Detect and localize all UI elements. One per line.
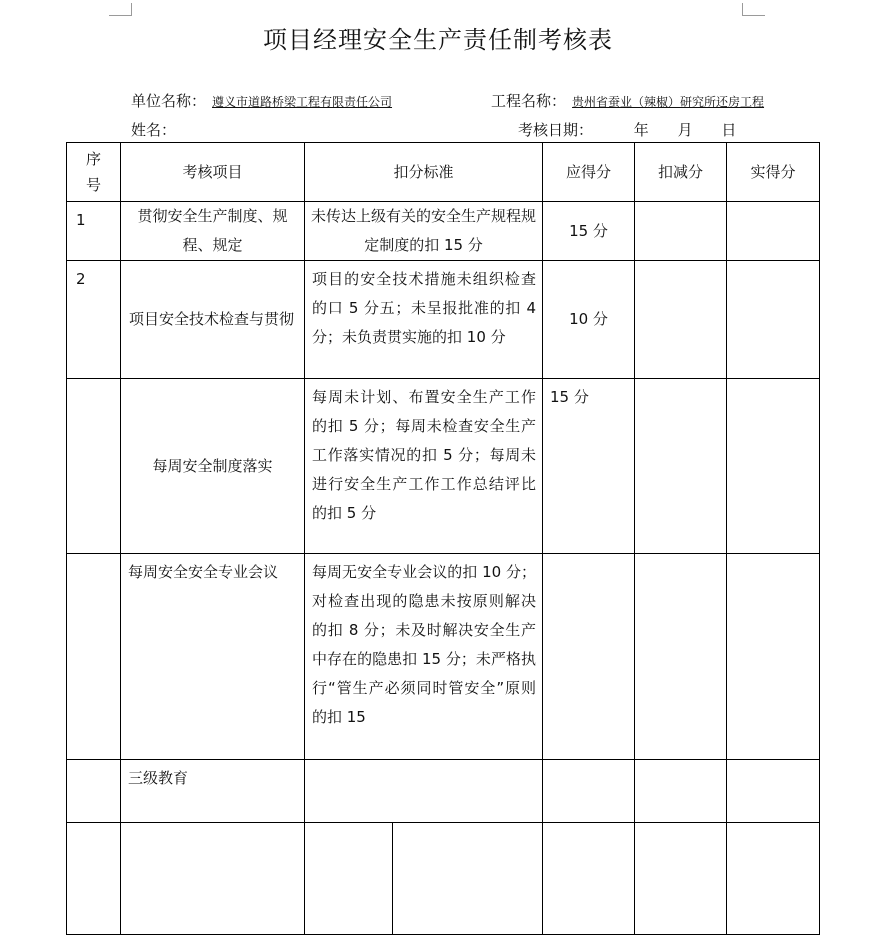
table-row xyxy=(67,379,820,554)
table-row xyxy=(67,202,820,261)
header-deduct: 扣减分 xyxy=(635,143,727,202)
row-item: 贯彻安全生产制度、规程、规定 xyxy=(121,202,305,261)
assessment-table xyxy=(66,142,820,935)
row-due xyxy=(543,554,635,760)
project-value: 贵州省蚕业（辣椒）研究所还房工程 xyxy=(572,95,765,109)
row-criteria: 每周无安全专业会议的扣 10 分；对检查出现的隐患未按原则解决的扣 8 分；未及时解决安全生产中存在的隐患扣 15 分；未严格执行“管生产必须同时管安全”原则的扣 15 xyxy=(305,554,543,760)
date-day: 日 xyxy=(721,121,737,139)
blank-cell xyxy=(67,823,121,935)
table-row-blank xyxy=(67,823,820,935)
blank-cell xyxy=(305,823,393,935)
row-item: 项目安全技术检查与贯彻 xyxy=(121,261,305,379)
row-actual xyxy=(727,379,820,554)
date-year: 年 xyxy=(633,121,649,139)
blank-cell xyxy=(727,823,820,935)
unit-field xyxy=(131,90,392,111)
document-title: 项目经理安全生产责任制考核表 xyxy=(263,26,613,54)
date-month: 月 xyxy=(677,121,693,139)
project-field xyxy=(491,90,778,111)
row-actual xyxy=(727,760,820,823)
row-seq: 1 xyxy=(67,202,121,261)
row-actual xyxy=(727,202,820,261)
row-item: 每周安全制度落实 xyxy=(121,379,305,554)
blank-cell xyxy=(393,823,543,935)
row-item: 三级教育 xyxy=(121,760,305,823)
row-item: 每周安全安全专业会议 xyxy=(121,554,305,760)
name-label: 姓名： xyxy=(131,121,177,139)
table-row xyxy=(67,554,820,760)
project-label: 工程名称： xyxy=(491,92,567,110)
row-due: 15 分 xyxy=(543,202,635,261)
page-corner-mark-left xyxy=(109,3,132,16)
row-actual xyxy=(727,554,820,760)
row-deduct xyxy=(635,202,727,261)
unit-value: 遵义市道路桥梁工程有限责任公司 xyxy=(212,95,393,109)
row-due: 15 分 xyxy=(543,379,635,554)
date-field xyxy=(518,119,736,140)
header-due: 应得分 xyxy=(543,143,635,202)
row-criteria xyxy=(305,760,543,823)
date-label: 考核日期： xyxy=(518,121,594,139)
header-item: 考核项目 xyxy=(121,143,305,202)
header-actual: 实得分 xyxy=(727,143,820,202)
row-criteria: 每周未计划、布置安全生产工作的扣 5 分；每周未检查安全生产工作落实情况的扣 5 分；每周未进行安全生产工作工作总结评比的扣 5 分 xyxy=(305,379,543,554)
row-due xyxy=(543,760,635,823)
page-corner-mark-right xyxy=(742,3,765,16)
row-deduct xyxy=(635,760,727,823)
row-seq: 2 xyxy=(67,261,121,379)
table-header-row xyxy=(67,143,820,202)
row-deduct xyxy=(635,379,727,554)
row-deduct xyxy=(635,554,727,760)
row-deduct xyxy=(635,261,727,379)
row-criteria: 未传达上级有关的安全生产规程规定制度的扣 15 分 xyxy=(305,202,543,261)
row-seq xyxy=(67,760,121,823)
blank-cell xyxy=(121,823,305,935)
blank-cell xyxy=(635,823,727,935)
header-criteria: 扣分标准 xyxy=(305,143,543,202)
unit-label: 单位名称： xyxy=(131,92,207,110)
table-row xyxy=(67,760,820,823)
row-seq xyxy=(67,554,121,760)
row-seq xyxy=(67,379,121,554)
table-row xyxy=(67,261,820,379)
blank-cell xyxy=(543,823,635,935)
row-due: 10 分 xyxy=(543,261,635,379)
row-actual xyxy=(727,261,820,379)
header-seq: 序号 xyxy=(67,143,121,202)
row-criteria: 项目的安全技术措施未组织检查的口 5 分五；未呈报批准的扣 4 分；未负责贯实施的扣 10 分 xyxy=(305,261,543,379)
